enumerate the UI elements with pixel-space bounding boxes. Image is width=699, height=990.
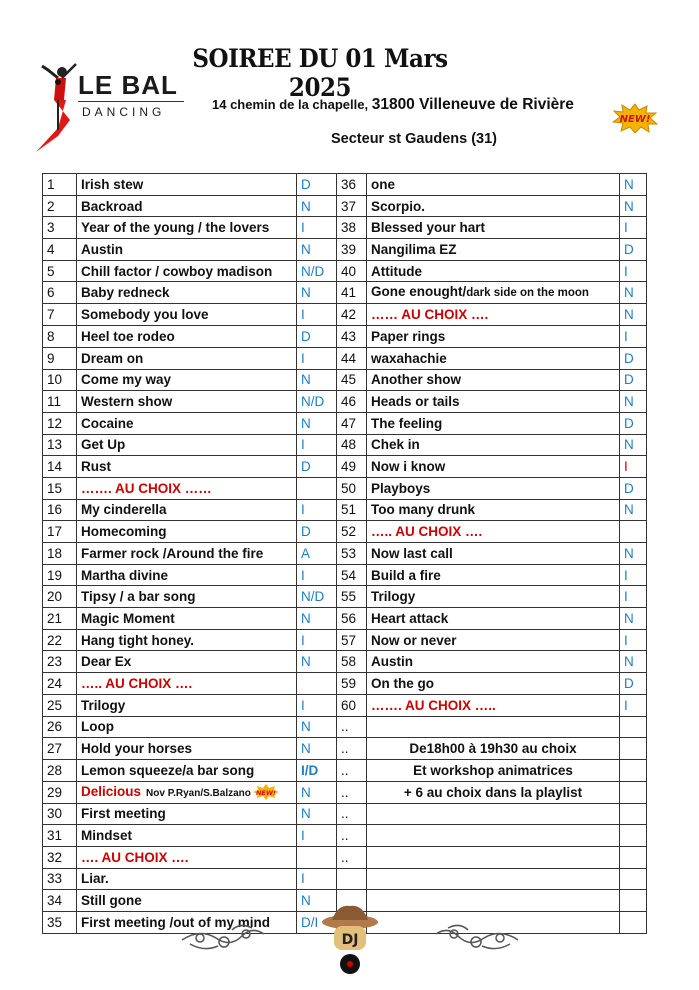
- song-number: 60: [337, 694, 367, 716]
- dance-level-code: N: [297, 781, 337, 803]
- dance-level-code: N: [297, 239, 337, 261]
- dance-level-code: N: [620, 304, 647, 326]
- dance-level-code: [620, 846, 647, 868]
- playlist-row: [43, 586, 647, 608]
- song-number: 48: [337, 434, 367, 456]
- song-title: Year of the young / the lovers: [77, 217, 297, 239]
- dance-level-code: [297, 846, 337, 868]
- song-number: 22: [43, 629, 77, 651]
- svg-text:DJ: DJ: [341, 932, 359, 948]
- dance-level-code: I: [297, 499, 337, 521]
- song-title: Backroad: [77, 195, 297, 217]
- song-title: [367, 868, 620, 890]
- playlist-row: [43, 434, 647, 456]
- playlist-row: [43, 217, 647, 239]
- song-title: Irish stew: [77, 174, 297, 196]
- song-title: De18h00 à 19h30 au choix: [367, 738, 620, 760]
- footer-decoration: [180, 900, 520, 980]
- dance-level-code: I: [297, 825, 337, 847]
- song-title: Tipsy / a bar song: [77, 586, 297, 608]
- new-badge-icon: [612, 103, 658, 133]
- song-number: 30: [43, 803, 77, 825]
- dance-level-code: N: [297, 608, 337, 630]
- song-title: Scorpio.: [367, 195, 620, 217]
- dance-level-code: N: [297, 651, 337, 673]
- playlist-row: [43, 716, 647, 738]
- song-number: 18: [43, 543, 77, 565]
- playlist-row: [43, 629, 647, 651]
- song-number: 20: [43, 586, 77, 608]
- song-title: Et workshop animatrices: [367, 759, 620, 781]
- song-number: 58: [337, 651, 367, 673]
- dance-level-code: I: [620, 564, 647, 586]
- dance-level-code: D: [297, 326, 337, 348]
- song-number: 33: [43, 868, 77, 890]
- song-title: Get Up: [77, 434, 297, 456]
- song-title: My cinderella: [77, 499, 297, 521]
- dance-level-code: N: [620, 174, 647, 196]
- song-number: 8: [43, 326, 77, 348]
- dance-level-code: [620, 868, 647, 890]
- dance-level-code: I: [297, 629, 337, 651]
- dance-level-code: I: [297, 564, 337, 586]
- dance-level-code: N: [297, 195, 337, 217]
- playlist-row: [43, 326, 647, 348]
- song-note: dark side on the moon: [466, 287, 589, 300]
- song-number: 26: [43, 716, 77, 738]
- song-number: 35: [43, 912, 77, 934]
- song-title: Nangilima EZ: [367, 239, 620, 261]
- playlist-row: [43, 564, 647, 586]
- song-title: [367, 282, 620, 304]
- song-title: ….. AU CHOIX ….: [367, 521, 620, 543]
- playlist-row: [43, 304, 647, 326]
- song-number: ..: [337, 738, 367, 760]
- page-title: SOIREE DU 01 Mars 2025: [192, 44, 448, 102]
- dance-level-code: N: [620, 499, 647, 521]
- song-title: Western show: [77, 391, 297, 413]
- song-title: Build a fire: [367, 564, 620, 586]
- dance-level-code: I: [620, 456, 647, 478]
- song-number: 4: [43, 239, 77, 261]
- song-title: Hang tight honey.: [77, 629, 297, 651]
- playlist-row: [43, 477, 647, 499]
- song-number: 3: [43, 217, 77, 239]
- song-title: Farmer rock /Around the fire: [77, 543, 297, 565]
- song-number: 40: [337, 260, 367, 282]
- dance-level-code: [620, 890, 647, 912]
- song-title: waxahachie: [367, 347, 620, 369]
- song-number: 28: [43, 759, 77, 781]
- song-title: Liar.: [77, 868, 297, 890]
- song-title: + 6 au choix dans la playlist: [367, 781, 620, 803]
- song-title: Paper rings: [367, 326, 620, 348]
- dance-level-code: N: [297, 738, 337, 760]
- address-street: 14 chemin de la chapelle,: [212, 97, 369, 112]
- new-badge-icon: [253, 784, 279, 800]
- playlist-row: [43, 499, 647, 521]
- song-number: 55: [337, 586, 367, 608]
- dance-level-code: [620, 716, 647, 738]
- dance-level-code: N/D: [297, 586, 337, 608]
- dance-level-code: [620, 825, 647, 847]
- song-number: 2: [43, 195, 77, 217]
- song-number: 24: [43, 673, 77, 695]
- dance-level-code: [297, 477, 337, 499]
- song-title: ….. AU CHOIX ….: [77, 673, 297, 695]
- song-title: [77, 781, 297, 803]
- dance-level-code: N: [620, 543, 647, 565]
- address: [212, 96, 574, 114]
- song-number: 29: [43, 781, 77, 803]
- dance-level-code: N: [297, 803, 337, 825]
- dance-level-code: I: [620, 694, 647, 716]
- song-number: 13: [43, 434, 77, 456]
- dance-level-code: D: [620, 347, 647, 369]
- song-number: 25: [43, 694, 77, 716]
- song-title: [367, 803, 620, 825]
- song-number: 43: [337, 326, 367, 348]
- playlist-row: [43, 543, 647, 565]
- song-number: 10: [43, 369, 77, 391]
- song-number: 47: [337, 412, 367, 434]
- playlist-row: [43, 521, 647, 543]
- dance-level-code: [297, 673, 337, 695]
- song-title: Too many drunk: [367, 499, 620, 521]
- dance-level-code: N: [297, 890, 337, 912]
- playlist-row: [43, 174, 647, 196]
- dance-level-code: D: [620, 412, 647, 434]
- playlist-row: [43, 282, 647, 304]
- song-title: Heel toe rodeo: [77, 326, 297, 348]
- song-title: ……. AU CHOIX …..: [367, 694, 620, 716]
- song-title: Come my way: [77, 369, 297, 391]
- right-ornament-icon: [436, 925, 518, 948]
- dance-level-code: [620, 738, 647, 760]
- song-number: 52: [337, 521, 367, 543]
- dance-level-code: I: [297, 304, 337, 326]
- playlist-row: [43, 608, 647, 630]
- song-number: 23: [43, 651, 77, 673]
- song-number: 38: [337, 217, 367, 239]
- song-number: 19: [43, 564, 77, 586]
- dance-level-code: N: [620, 195, 647, 217]
- song-title: Chill factor / cowboy madison: [77, 260, 297, 282]
- playlist-row: [43, 391, 647, 413]
- song-title: Chek in: [367, 434, 620, 456]
- playlist-row: [43, 738, 647, 760]
- song-number: 37: [337, 195, 367, 217]
- playlist-row: [43, 369, 647, 391]
- song-title: First meeting: [77, 803, 297, 825]
- song-title: Still gone: [77, 890, 297, 912]
- song-number: 49: [337, 456, 367, 478]
- dance-level-code: [620, 912, 647, 934]
- dance-level-code: D: [297, 521, 337, 543]
- song-title: Trilogy: [367, 586, 620, 608]
- song-number: ..: [337, 781, 367, 803]
- dance-level-code: I: [297, 694, 337, 716]
- address-city: 31800 Villeneuve de Rivière: [371, 96, 574, 113]
- dance-level-code: [620, 521, 647, 543]
- song-number: 6: [43, 282, 77, 304]
- logo-title: LE BAL: [78, 70, 178, 100]
- song-number: 42: [337, 304, 367, 326]
- dance-level-code: I: [620, 326, 647, 348]
- dance-level-code: D: [297, 456, 337, 478]
- song-title: Magic Moment: [77, 608, 297, 630]
- song-number: 14: [43, 456, 77, 478]
- song-number: 36: [337, 174, 367, 196]
- dance-level-code: I: [620, 260, 647, 282]
- dance-level-code: D: [620, 673, 647, 695]
- dance-level-code: A: [297, 543, 337, 565]
- playlist-row: [43, 412, 647, 434]
- song-title: Now last call: [367, 543, 620, 565]
- song-title: Attitude: [367, 260, 620, 282]
- song-title: Somebody you love: [77, 304, 297, 326]
- song-title: Rust: [77, 456, 297, 478]
- playlist-row: [43, 781, 647, 803]
- dance-level-code: I: [297, 868, 337, 890]
- dance-level-code: I: [620, 629, 647, 651]
- song-number: 46: [337, 391, 367, 413]
- dance-level-code: I: [297, 347, 337, 369]
- dance-level-code: D: [620, 239, 647, 261]
- song-title: Blessed your hart: [367, 217, 620, 239]
- song-title: Baby redneck: [77, 282, 297, 304]
- song-number: 50: [337, 477, 367, 499]
- song-title: Lemon squeeze/a bar song: [77, 759, 297, 781]
- dance-level-code: N: [297, 282, 337, 304]
- dance-level-code: N/D: [297, 260, 337, 282]
- song-title: First meeting /out of my mind: [77, 912, 297, 934]
- song-number: 51: [337, 499, 367, 521]
- playlist-row: [43, 759, 647, 781]
- dance-level-code: N/D: [297, 391, 337, 413]
- dance-level-code: N: [620, 282, 647, 304]
- dance-level-code: D: [297, 174, 337, 196]
- playlist-row: [43, 347, 647, 369]
- song-title: Heart attack: [367, 608, 620, 630]
- song-number: 9: [43, 347, 77, 369]
- song-number: ..: [337, 803, 367, 825]
- dance-level-code: D/I: [297, 912, 337, 934]
- dance-level-code: N: [297, 716, 337, 738]
- song-title: one: [367, 174, 620, 196]
- song-number: 16: [43, 499, 77, 521]
- playlist-table: [42, 173, 647, 934]
- dance-level-code: I: [297, 217, 337, 239]
- playlist-row: [43, 846, 647, 868]
- song-number: 57: [337, 629, 367, 651]
- playlist-row: [43, 456, 647, 478]
- song-title: Martha divine: [77, 564, 297, 586]
- playlist-row: [43, 651, 647, 673]
- song-title: Hold your horses: [77, 738, 297, 760]
- song-title: Now or never: [367, 629, 620, 651]
- song-number: 7: [43, 304, 77, 326]
- dance-level-code: N: [620, 434, 647, 456]
- song-title: Homecoming: [77, 521, 297, 543]
- song-number: ..: [337, 825, 367, 847]
- song-title: Dream on: [77, 347, 297, 369]
- dance-level-code: I: [620, 586, 647, 608]
- song-title: [367, 716, 620, 738]
- song-title: Cocaine: [77, 412, 297, 434]
- song-title: ……. AU CHOIX ……: [77, 477, 297, 499]
- song-number: 1: [43, 174, 77, 196]
- song-title: [367, 846, 620, 868]
- song-title-main: Gone enought/: [371, 284, 467, 300]
- song-number: ..: [337, 846, 367, 868]
- dance-level-code: N: [297, 369, 337, 391]
- playlist-row: [43, 694, 647, 716]
- song-number: 41: [337, 282, 367, 304]
- logo-subtitle: DANCING: [82, 105, 166, 119]
- song-title: Playboys: [367, 477, 620, 499]
- song-number: 34: [43, 890, 77, 912]
- song-title: …… AU CHOIX ….: [367, 304, 620, 326]
- song-title: [367, 825, 620, 847]
- dance-level-code: [620, 803, 647, 825]
- song-number: 21: [43, 608, 77, 630]
- song-number: 54: [337, 564, 367, 586]
- song-title: The feeling: [367, 412, 620, 434]
- song-number: 17: [43, 521, 77, 543]
- dance-level-code: N: [620, 608, 647, 630]
- song-title: Dear Ex: [77, 651, 297, 673]
- left-ornament-icon: [182, 925, 264, 948]
- playlist-row: [43, 260, 647, 282]
- le-bal-logo: [28, 60, 188, 160]
- song-number: 53: [337, 543, 367, 565]
- song-number: 39: [337, 239, 367, 261]
- song-title: Austin: [77, 239, 297, 261]
- song-title: Trilogy: [77, 694, 297, 716]
- song-number: 56: [337, 608, 367, 630]
- cowboy-hat-dj-icon: [322, 906, 378, 974]
- song-number: 32: [43, 846, 77, 868]
- song-title-main: Delicious: [81, 783, 142, 799]
- dance-level-code: N: [620, 651, 647, 673]
- song-number: ..: [337, 759, 367, 781]
- song-title: Heads or tails: [367, 391, 620, 413]
- dance-level-code: D: [620, 369, 647, 391]
- song-number: [337, 868, 367, 890]
- playlist-row: [43, 868, 647, 890]
- song-note: Nov P.Ryan/S.Balzano: [146, 787, 251, 799]
- song-title: …. AU CHOIX ….: [77, 846, 297, 868]
- playlist-row: [43, 195, 647, 217]
- song-title: Another show: [367, 369, 620, 391]
- svg-text:NEW!: NEW!: [619, 114, 651, 125]
- song-title: Austin: [367, 651, 620, 673]
- song-number: 11: [43, 391, 77, 413]
- song-number: 59: [337, 673, 367, 695]
- song-number: 44: [337, 347, 367, 369]
- song-title: On the go: [367, 673, 620, 695]
- dance-level-code: I: [620, 217, 647, 239]
- dance-level-code: [620, 781, 647, 803]
- song-number: 27: [43, 738, 77, 760]
- dance-level-code: N: [297, 412, 337, 434]
- song-number: 15: [43, 477, 77, 499]
- song-number: 31: [43, 825, 77, 847]
- playlist-row: [43, 239, 647, 261]
- song-title: Mindset: [77, 825, 297, 847]
- song-title: Loop: [77, 716, 297, 738]
- song-title: Now i know: [367, 456, 620, 478]
- dance-level-code: I: [297, 434, 337, 456]
- playlist-row: [43, 673, 647, 695]
- sector-label: Secteur st Gaudens (31): [331, 131, 497, 147]
- dance-level-code: [620, 759, 647, 781]
- playlist-row: [43, 803, 647, 825]
- song-number: 5: [43, 260, 77, 282]
- dance-level-code: N: [620, 391, 647, 413]
- dance-level-code: D: [620, 477, 647, 499]
- song-number: ..: [337, 716, 367, 738]
- playlist-row: [43, 825, 647, 847]
- song-number: 45: [337, 369, 367, 391]
- svg-text:NEW!: NEW!: [255, 789, 276, 797]
- dance-level-code: I/D: [297, 759, 337, 781]
- song-number: 12: [43, 412, 77, 434]
